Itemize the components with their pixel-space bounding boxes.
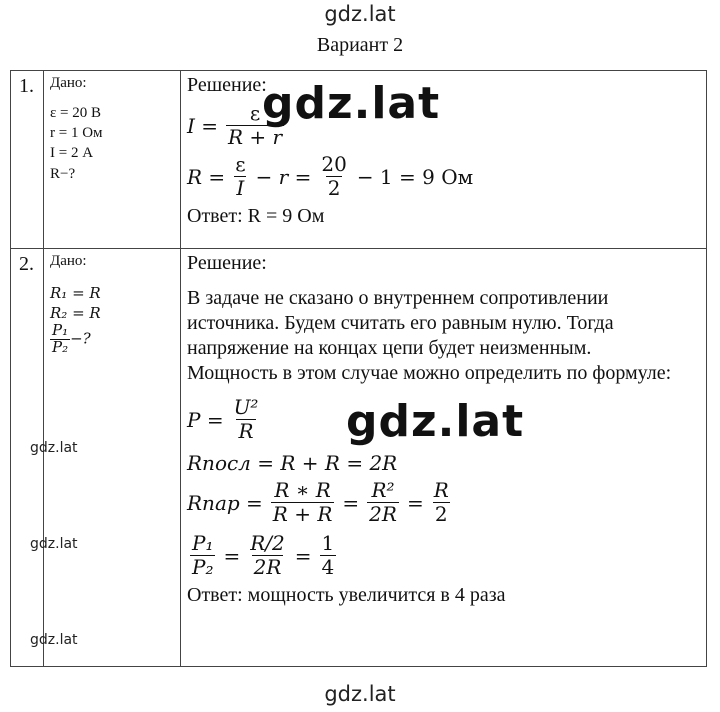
solution-text-line: напряжение на концах цепи будет неизменным.	[187, 337, 592, 359]
given-unknown: R−?	[50, 165, 76, 182]
given-current: I = 2 А	[50, 145, 94, 162]
solution-text-line: источника. Будем считать его равным нулю. Тогда	[187, 312, 614, 334]
given-r1: R₁ = R	[50, 283, 101, 302]
fraction: $\frac{R}{2}$	[433, 478, 449, 526]
watermark-top: gdz.lat	[324, 2, 396, 26]
fraction: $\frac{R/2}{2R}$	[250, 531, 285, 579]
formula-parallel: Rпар = $\frac{R ∗ R}{R + R}$ = $\frac{\text{R²}}{2R}$ = $\frac{R}{2}$	[187, 478, 449, 526]
fraction: $\frac{\varepsilon}{R + r}$	[228, 101, 283, 149]
solution-text-line: Мощность в этом случае можно определить по формуле:	[187, 362, 672, 384]
watermark-large: gdz.lat	[346, 396, 525, 447]
watermark-bottom: gdz.lat	[324, 682, 396, 706]
watermark-small: gdz.lat	[30, 440, 78, 456]
formula-power: P = $\frac{\text{U²}}{R}$	[187, 395, 259, 443]
solution-text-line: В задаче не сказано о внутреннем сопротивлении	[187, 287, 609, 309]
formula-ratio: $\frac{\text{P₁}}{\text{P₂}}$ = $\frac{R/2}{2R}$ = $\frac{1}{4}$	[192, 531, 335, 579]
given-cell	[44, 71, 181, 249]
formula-series: Rпосл = R + R = 2R	[187, 451, 398, 475]
solution-cell	[181, 71, 707, 249]
fraction: $\frac{20}{2}$	[321, 152, 347, 200]
formula-ohm-law: I = $\frac{\varepsilon}{R + r}$	[187, 101, 283, 149]
given-internal-resistance: r = 1 Ом	[50, 125, 103, 141]
fraction: $\frac{\text{R²}}{2R}$	[369, 478, 397, 526]
formula-resistance: R = $\frac{\varepsilon}{I}$ − r = $\frac{20}{2}$ − 1 = 9 Ом	[187, 152, 474, 200]
variant-title: Вариант 2	[316, 34, 404, 56]
fraction: $\frac{\text{P₁}}{\text{P₂}}$	[192, 531, 214, 579]
given-label: Дано:	[50, 75, 87, 91]
answer-text: Ответ: R = 9 Ом	[187, 205, 325, 227]
given-cell	[44, 249, 181, 667]
watermark-large: gdz.lat	[262, 78, 441, 129]
given-label: Дано:	[50, 253, 87, 269]
given-r2: R₂ = R	[50, 304, 101, 322]
task-number: 1.	[11, 71, 44, 249]
watermark-small: gdz.lat	[30, 632, 78, 648]
solution-label: Решение:	[187, 252, 267, 274]
given-emf: ε = 20 В	[50, 104, 102, 121]
fraction: $\frac{\text{P₁}}{\text{P₂}}$	[52, 321, 69, 356]
task-number: 2.	[11, 249, 44, 667]
solution-cell	[181, 249, 707, 667]
solution-table	[10, 70, 707, 667]
task-row-2	[11, 249, 707, 667]
watermark-small: gdz.lat	[30, 536, 78, 552]
given-unknown: $\frac{\text{P₁}}{\text{P₂}}$ −?	[52, 321, 91, 356]
answer-text: Ответ: мощность увеличится в 4 раза	[187, 584, 506, 606]
solution-label: Решение:	[187, 74, 267, 96]
fraction: $\frac{\text{U²}}{R}$	[233, 395, 259, 443]
fraction: $\frac{1}{4}$	[321, 531, 335, 579]
fraction: $\frac{R ∗ R}{R + R}$	[272, 478, 333, 526]
fraction: $\frac{\varepsilon}{I}$	[235, 152, 246, 200]
